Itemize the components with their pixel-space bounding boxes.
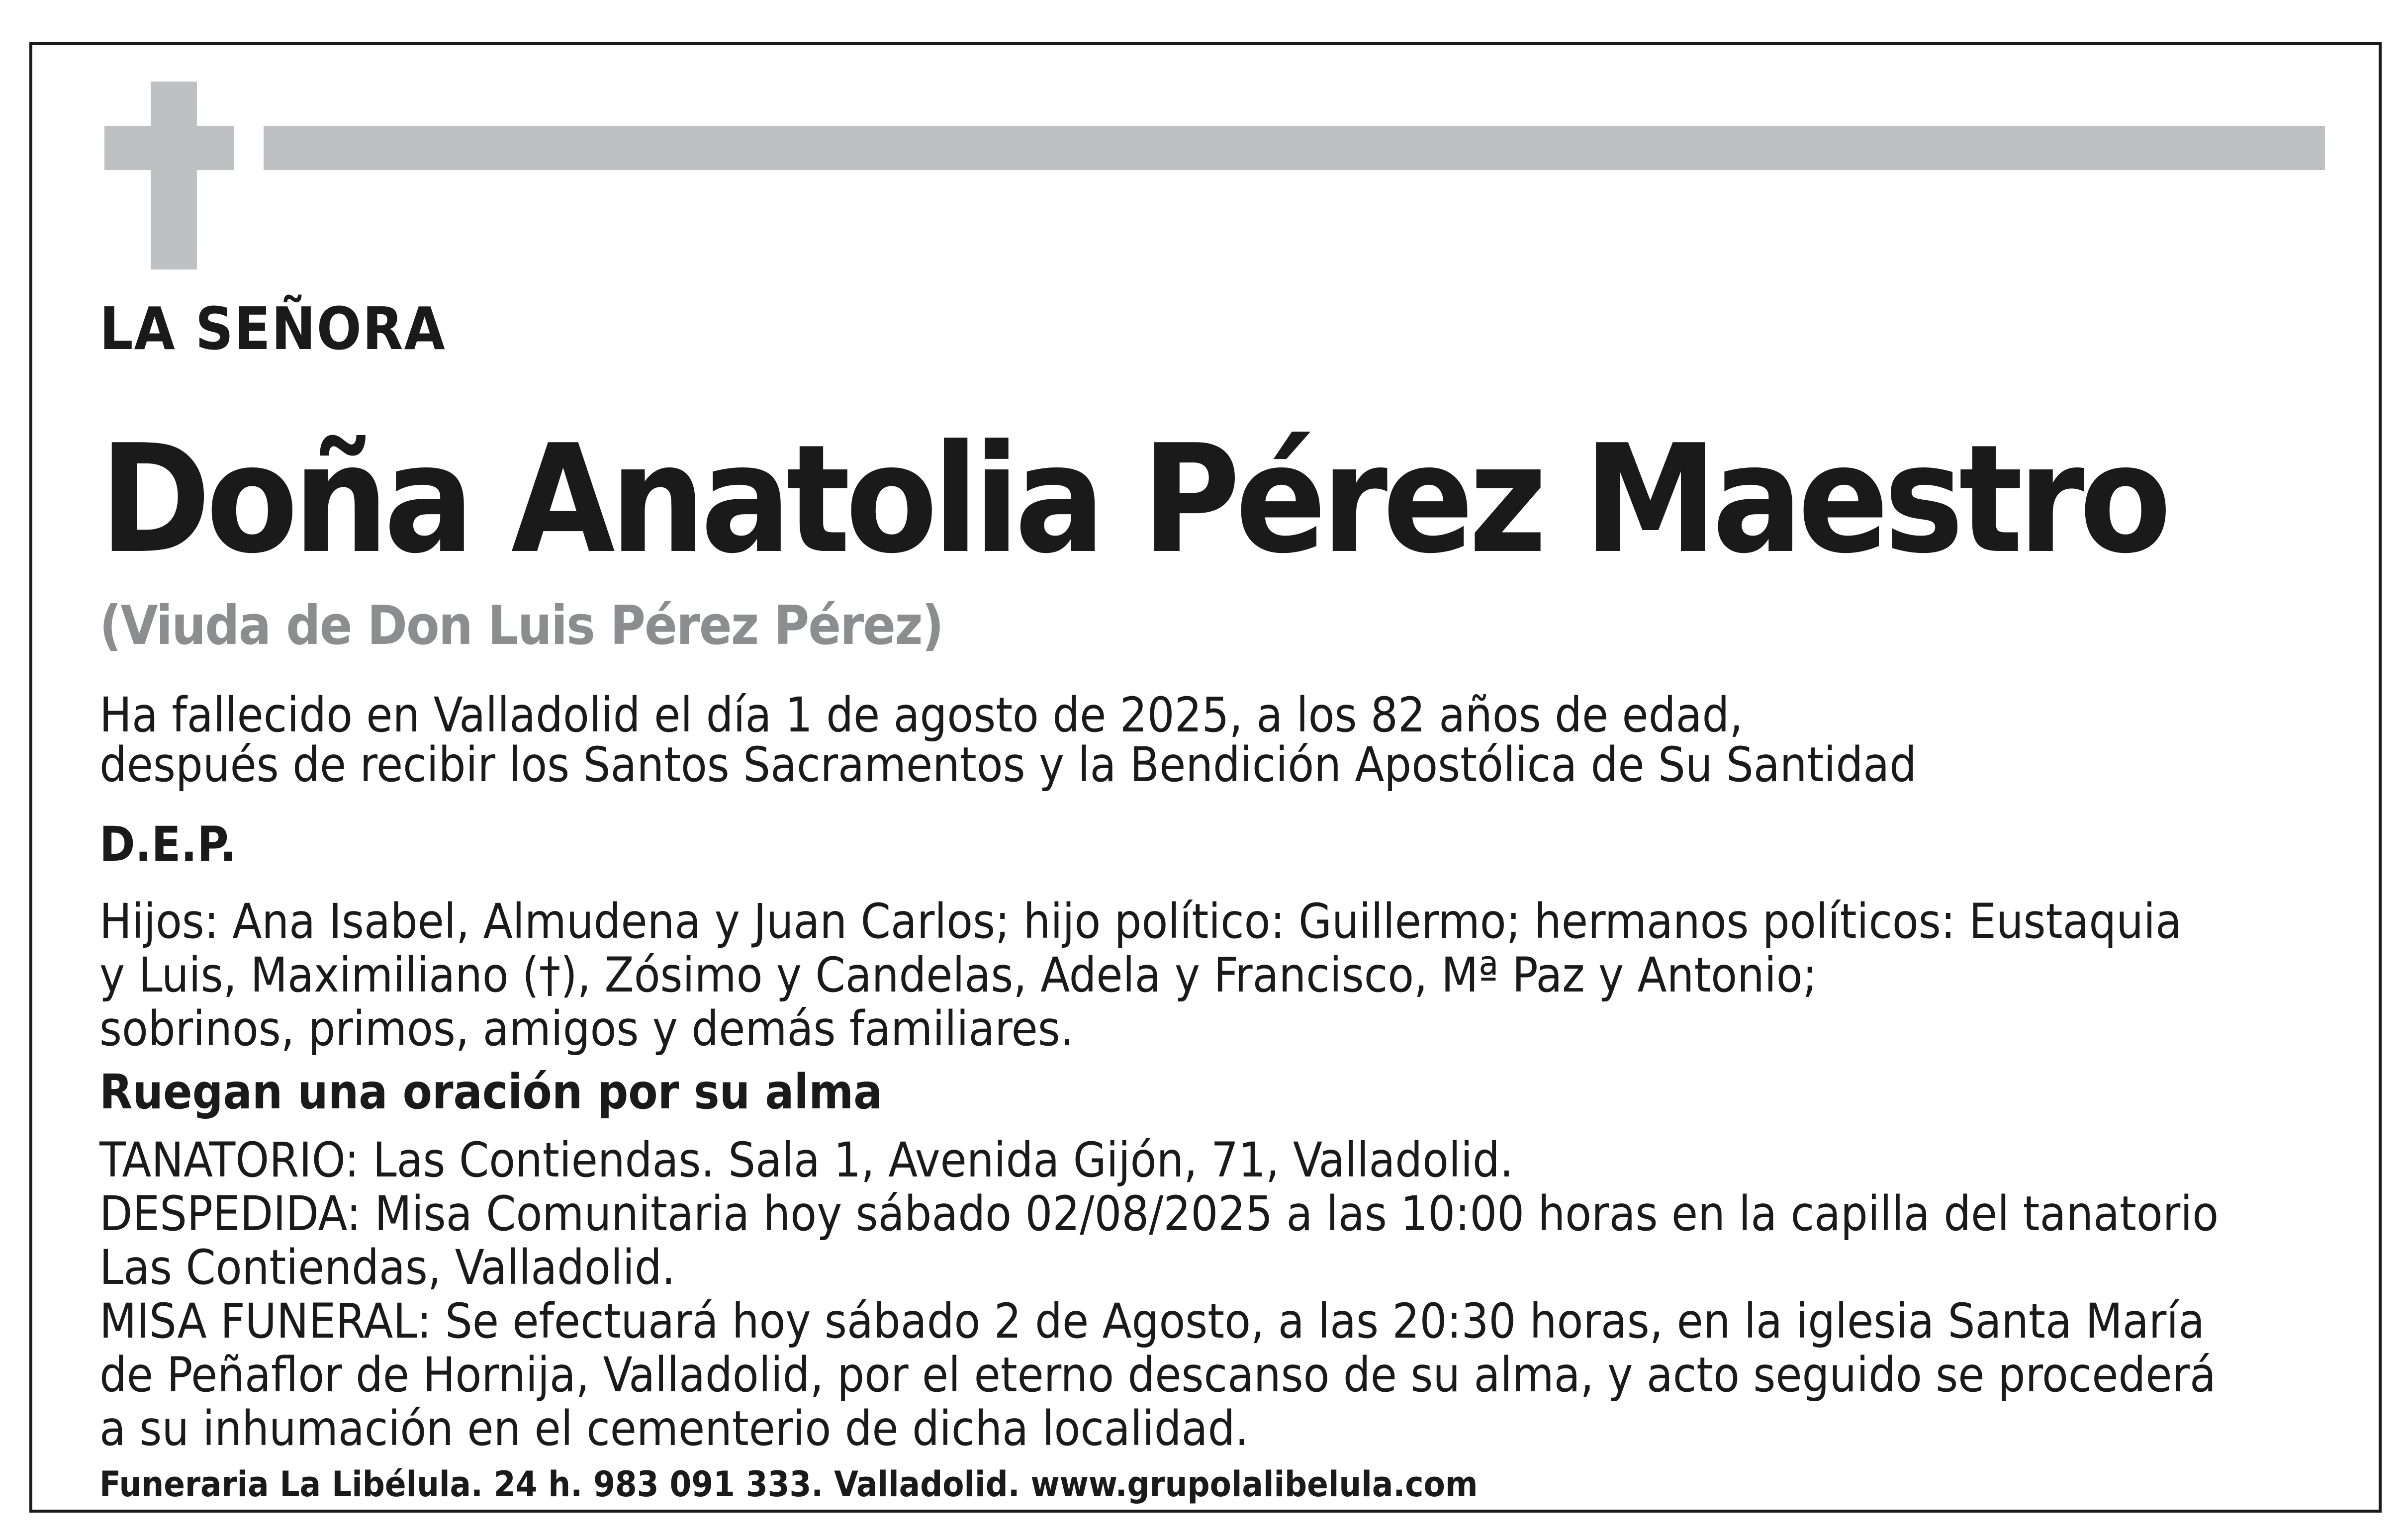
title-prefix: LA SEÑORA (99, 294, 446, 363)
announcement-line-2: después de recibir los Santos Sacramentos y la Bendición Apostólica de Su Santidad (99, 737, 1917, 793)
widow-of: (Viuda de Don Luis Pérez Pérez) (99, 595, 943, 657)
family-line-3: sobrinos, primos, amigos y demás familiares. (99, 1001, 1074, 1057)
announcement-line-1: Ha fallecido en Valladolid el día 1 de agosto de 2025, a los 82 años de edad, (99, 687, 1743, 743)
cross-icon-vertical (151, 82, 197, 270)
prayer-line: Ruegan una oración por su alma (99, 1064, 883, 1120)
footer-contact: Funeraria La Libélula. 24 h. 983 091 333. Valladolid. www.grupolalibelula.com (99, 1464, 1478, 1505)
services-line-3: Las Contiendas, Valladolid. (99, 1240, 676, 1295)
services-line-4: MISA FUNERAL: Se efectuará hoy sábado 2 de Agosto, a las 20:30 horas, en la iglesia Santa María (99, 1293, 2205, 1349)
family-line-1: Hijos: Ana Isabel, Almudena y Juan Carlos; hijo político: Guillermo; hermanos políticos: Eustaquia (99, 894, 2182, 949)
deceased-name: Doña Anatolia Pérez Maestro (99, 413, 2167, 586)
cross-icon-horizontal (104, 126, 234, 170)
services-line-1: TANATORIO: Las Contiendas. Sala 1, Avenida Gijón, 71, Valladolid. (99, 1132, 1514, 1188)
dep-label: D.E.P. (99, 816, 236, 872)
services-line-6: a su inhumación en el cementerio de dicha localidad. (99, 1401, 1249, 1456)
header-rule (264, 126, 2325, 170)
services-line-2: DESPEDIDA: Misa Comunitaria hoy sábado 02/08/2025 a las 10:00 horas en la capilla del tanatorio (99, 1186, 2219, 1242)
family-line-2: y Luis, Maximiliano (†), Zósimo y Candelas, Adela y Francisco, Mª Paz y Antonio; (99, 947, 1817, 1003)
services-line-5: de Peñaflor de Hornija, Valladolid, por el eterno descanso de su alma, y acto seguido se procederá (99, 1347, 2216, 1403)
